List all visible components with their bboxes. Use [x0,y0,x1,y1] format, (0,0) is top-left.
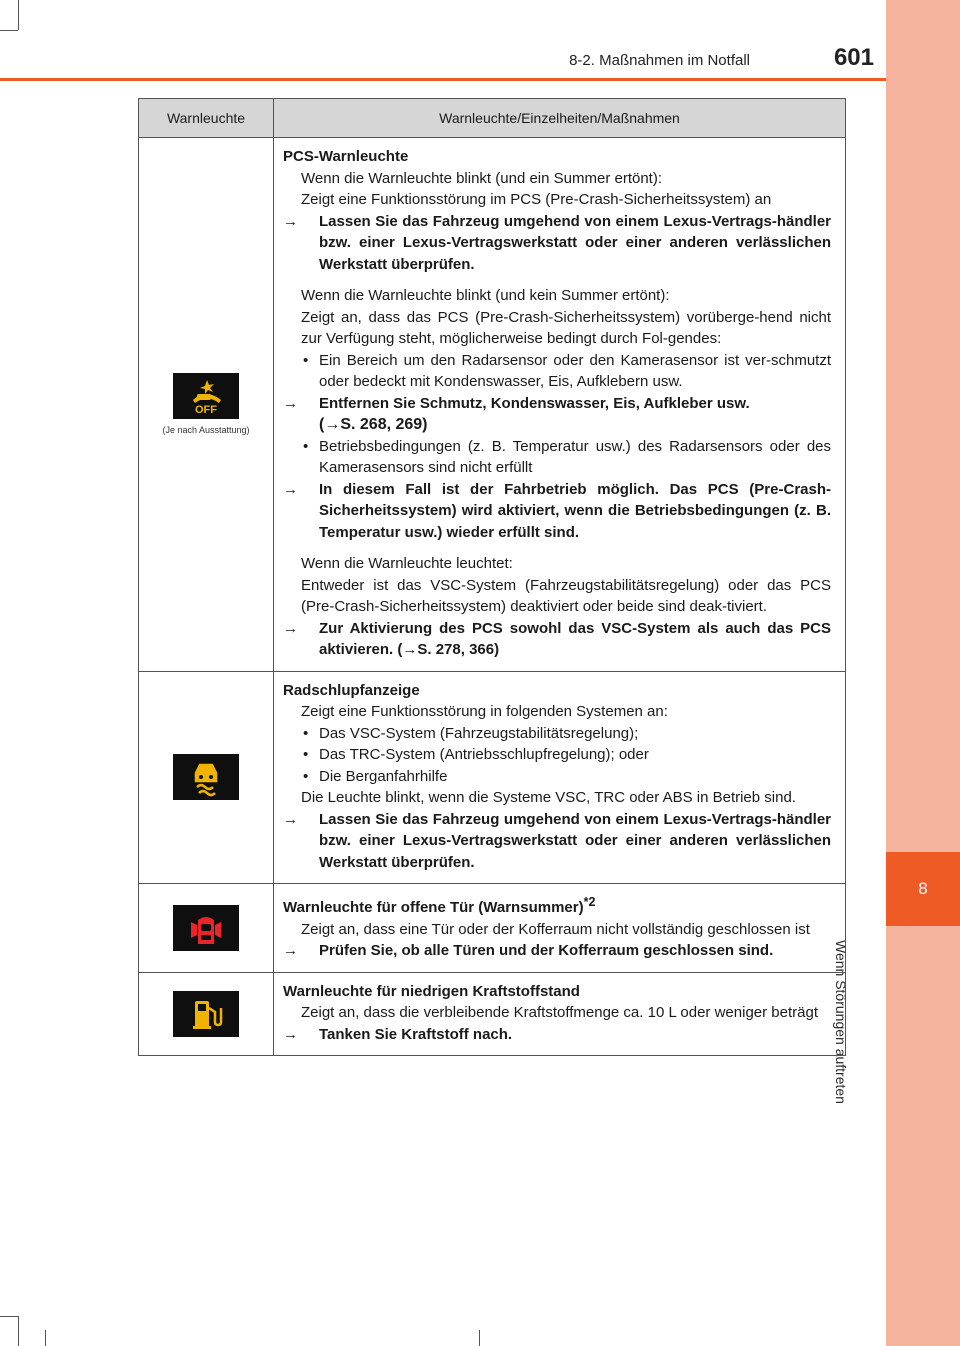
bullet-text: Ein Bereich um den Radarsensor oder den Kamerasensor ist ver-schmutzt oder bedeckt mit Kondenswasser, Eis, Aufklebern usw. [319,351,831,390]
paragraph: Die Leuchte blinkt, wenn die Systeme VSC, TRC oder ABS in Betrieb sind. [301,789,796,806]
icon-cell [139,138,274,671]
chapter-tab-number: 8 [886,852,960,926]
bullet-item [283,350,831,393]
row-title: Warnleuchte für niedrigen Kraftstoffstand [283,982,580,1000]
page-header [0,44,886,78]
arrow-icon: → [283,394,298,412]
arrow-icon: → [283,619,298,637]
arrow-icon: → [283,1025,298,1043]
action-item [283,393,831,436]
bullet-item [283,723,831,745]
crop-mark [479,1330,480,1346]
crop-mark [45,1330,46,1346]
bullet-icon: • [303,437,309,455]
table-row-pcs [139,138,845,672]
action-item [283,1024,831,1046]
column-header-details: Warnleuchte/Einzelheiten/Maßnahmen [439,110,680,126]
action-text: Prüfen Sie, ob alle Türen und der Kofferraum geschlossen sind. [319,942,774,959]
crop-mark [0,30,18,31]
paragraph: Zeigt eine Funktionsstörung in folgenden Systemen an: [301,703,668,720]
arrow-icon: → [283,810,298,828]
row-title: PCS-Warnleuchte [283,148,409,165]
page-reference: (→S. 268, 269) [319,416,428,433]
open-door-warning-icon [173,905,239,951]
low-fuel-warning-icon [173,991,239,1037]
paragraph: Zeigt an, dass die verbleibende Kraftstoffmenge ca. 10 L oder weniger beträgt [301,1004,818,1021]
text-cell [274,138,845,671]
slip-indicator-icon [173,754,239,800]
table-row-low-fuel [139,973,845,1056]
text-cell [274,884,845,972]
action-text: In diesem Fall ist der Fahrbetrieb möglich. Das PCS (Pre-Crash-Sicherheitssystem) wird aktiviert, wenn die Betriebsbedingungen (z. B. Temperatur usw.) wieder erfüllt sind. [319,480,831,541]
text-cell [274,672,845,884]
icon-note: (Je nach Ausstattung) [162,425,250,436]
bullet-icon: • [303,767,309,785]
action-text: Zur Aktivierung des PCS sowohl das VSC-System als auch das PCS aktivieren. (→S. 278, 366) [319,619,831,658]
page-number: 601 [833,44,874,71]
arrow-icon: → [283,212,298,230]
bullet-text: Betriebsbedingungen (z. B. Temperatur usw.) des Radarsensors oder des Kamerasensors sind nicht erfüllt [319,437,831,476]
icon-cell [139,973,274,1056]
paragraph: Wenn die Warnleuchte leuchtet: [301,555,513,572]
column-header-warnleuchte: Warnleuchte [139,99,274,137]
table-row-slip [139,672,845,885]
warning-light-table [138,98,846,1056]
crop-mark [0,1316,18,1317]
icon-cell [139,884,274,972]
action-item [283,479,831,544]
icon-cell [139,672,274,884]
action-item [283,618,831,661]
action-item [283,940,831,962]
section-title: 8-2. Maßnahmen im Notfall [569,52,750,69]
action-text: Tanken Sie Kraftstoff nach. [319,1025,513,1043]
footnote-marker: *2 [583,895,596,909]
action-text: Lassen Sie das Fahrzeug umgehend von einem Lexus-Vertrags-händler bzw. einer Lexus-Vertragswerkstatt oder einer anderen verlässlichen Werkstatt überprüfen. [319,810,831,871]
bullet-icon: • [303,724,309,742]
action-text: Lassen Sie das Fahrzeug umgehend von einem Lexus-Vertrags-händler bzw. einer Lexus-Vertragswerkstatt oder einer anderen verlässlichen Werkstatt überprüfen. [319,212,831,273]
crop-mark [18,0,19,30]
table-row-open-door [139,884,845,973]
paragraph: Wenn die Warnleuchte blinkt (und kein Summer ertönt): [301,287,670,304]
header-rule [0,78,886,81]
paragraph: Wenn die Warnleuchte blinkt (und ein Summer ertönt): [301,169,663,187]
bullet-item [283,766,831,788]
paragraph: Zeigt eine Funktionsstörung im PCS (Pre-Crash-Sicherheitssystem) an [301,191,772,208]
arrow-icon: → [283,942,298,959]
bullet-text: Das VSC-System (Fahrzeugstabilitätsregelung); [319,724,639,742]
bullet-item [283,436,831,479]
pcs-off-warning-icon [173,373,239,419]
crop-mark [18,1316,19,1346]
bullet-item [283,744,831,766]
row-title-text: Warnleuchte für offene Tür (Warnsummer) [283,899,584,916]
paragraph: Zeigt an, dass das PCS (Pre-Crash-Sicherheitssystem) vorüberge-hend nicht zur Verfügung steht, möglicherweise bedingt durch Fol-gendes: [301,308,831,347]
bullet-icon: • [303,746,309,763]
chapter-tab-label: Wenn Störungen auftreten [833,940,850,1104]
bullet-icon: • [303,351,309,369]
bullet-text: Die Berganfahrhilfe [319,767,448,785]
paragraph: Zeigt an, dass eine Tür oder der Kofferraum nicht vollständig geschlossen ist [301,920,810,938]
table-header [139,99,845,138]
text-cell [274,973,845,1056]
action-item [283,809,831,874]
arrow-icon: → [283,480,298,498]
row-title [283,892,831,919]
row-title: Radschlupfanzeige [283,681,420,699]
chapter-tab-label-box [833,940,960,1160]
bullet-text: Das TRC-System (Antriebsschlupfregelung); oder [319,746,649,763]
action-item [283,211,831,276]
paragraph: Entweder ist das VSC-System (Fahrzeugstabilitätsregelung) oder das PCS (Pre-Crash-Sicherheitssystem) deaktiviert oder beide sind deak-tiviert. [301,576,831,615]
action-text: Entfernen Sie Schmutz, Kondenswasser, Eis, Aufkleber usw. [319,394,750,412]
svg-text:OFF: OFF [195,404,217,417]
